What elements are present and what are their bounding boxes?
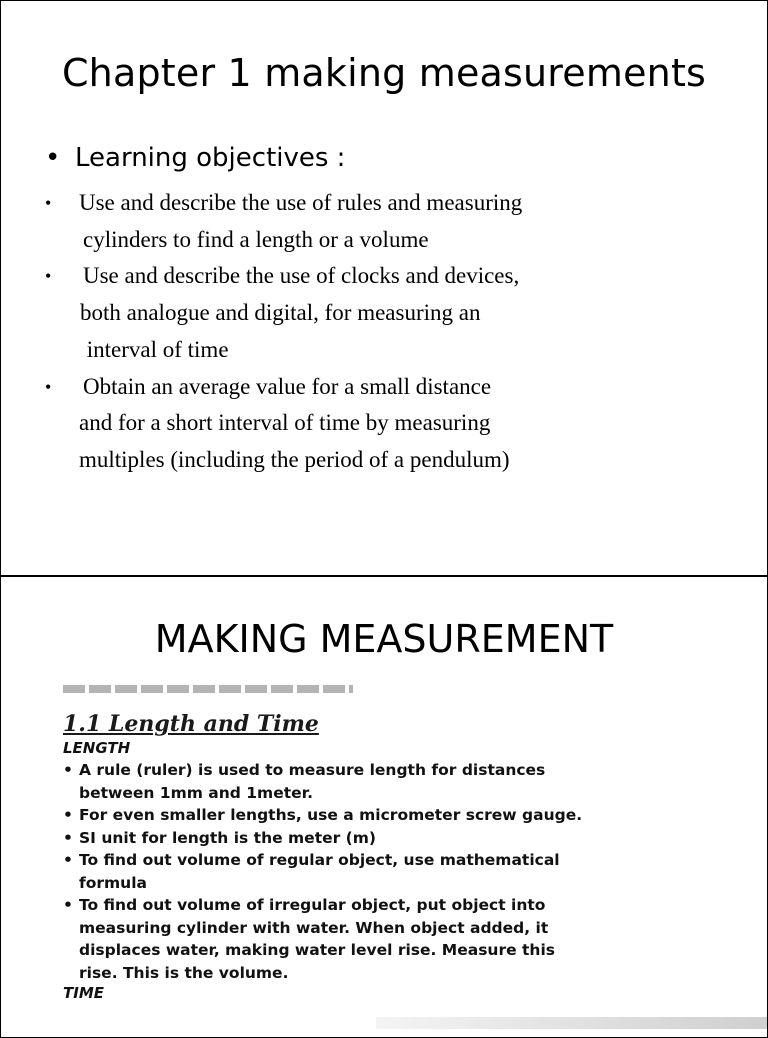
objective-item — [45, 258, 645, 368]
point-line: • A rule (ruler) is used to measure length for distances — [79, 761, 546, 779]
objective-line: multiples (including the period of a pendulum) — [79, 446, 510, 472]
slide-2-title: MAKING MEASUREMENT — [154, 617, 614, 661]
objective-item — [45, 369, 645, 479]
list-item — [53, 894, 763, 984]
objective-line: both analogue and digital, for measuring an — [80, 300, 481, 326]
cropped-text-residue — [63, 685, 353, 693]
list-item — [53, 827, 763, 850]
point-line: • To find out volume of regular object, use mathematical — [79, 851, 560, 869]
objective-line: Use and describe the use of rules and measuring — [79, 190, 523, 215]
point-line: formula — [79, 873, 147, 892]
learning-objectives-heading — [45, 143, 345, 173]
section-title: 1.1 Length and Time — [63, 711, 319, 737]
objective-line: Obtain an average value for a small distance — [83, 373, 492, 399]
scan-edge-shadow — [376, 1017, 768, 1029]
list-item — [53, 759, 763, 804]
slide-2 — [0, 576, 768, 1038]
objective-line: cylinders to find a length or a volume — [83, 226, 429, 252]
point-line: • To find out volume of irregular object, put object into — [79, 896, 546, 914]
slide-1-title: Chapter 1 making measurements — [61, 51, 707, 95]
objectives-list — [45, 185, 645, 479]
objective-line: Use and describe the use of clocks and devices, — [83, 263, 520, 289]
list-item — [53, 804, 763, 827]
scanned-notes — [53, 685, 763, 1004]
point-line: measuring cylinder with water. When object added, it — [79, 918, 549, 937]
bullet-icon: • — [45, 266, 52, 287]
subheading-time: TIME — [63, 984, 104, 1002]
length-points — [53, 759, 763, 984]
list-item — [53, 849, 763, 894]
bullet-icon: • — [45, 376, 52, 397]
objective-line: interval of time — [81, 336, 229, 362]
objective-line: and for a short interval of time by measuring — [79, 410, 491, 436]
heading-text: Learning objectives : — [75, 143, 346, 173]
point-line: between 1mm and 1meter. — [79, 783, 313, 802]
point-line: • SI unit for length is the meter (m) — [79, 828, 376, 847]
point-line: • For even smaller lengths, use a micrometer screw gauge. — [79, 806, 583, 824]
bullet-icon: • — [45, 193, 52, 213]
subheading-length: LENGTH — [63, 739, 131, 757]
bullet-icon: • — [45, 143, 61, 173]
point-line: displaces water, making water level rise. Measure this — [79, 941, 555, 959]
point-line: rise. This is the volume. — [79, 963, 289, 982]
objective-item — [45, 185, 645, 258]
